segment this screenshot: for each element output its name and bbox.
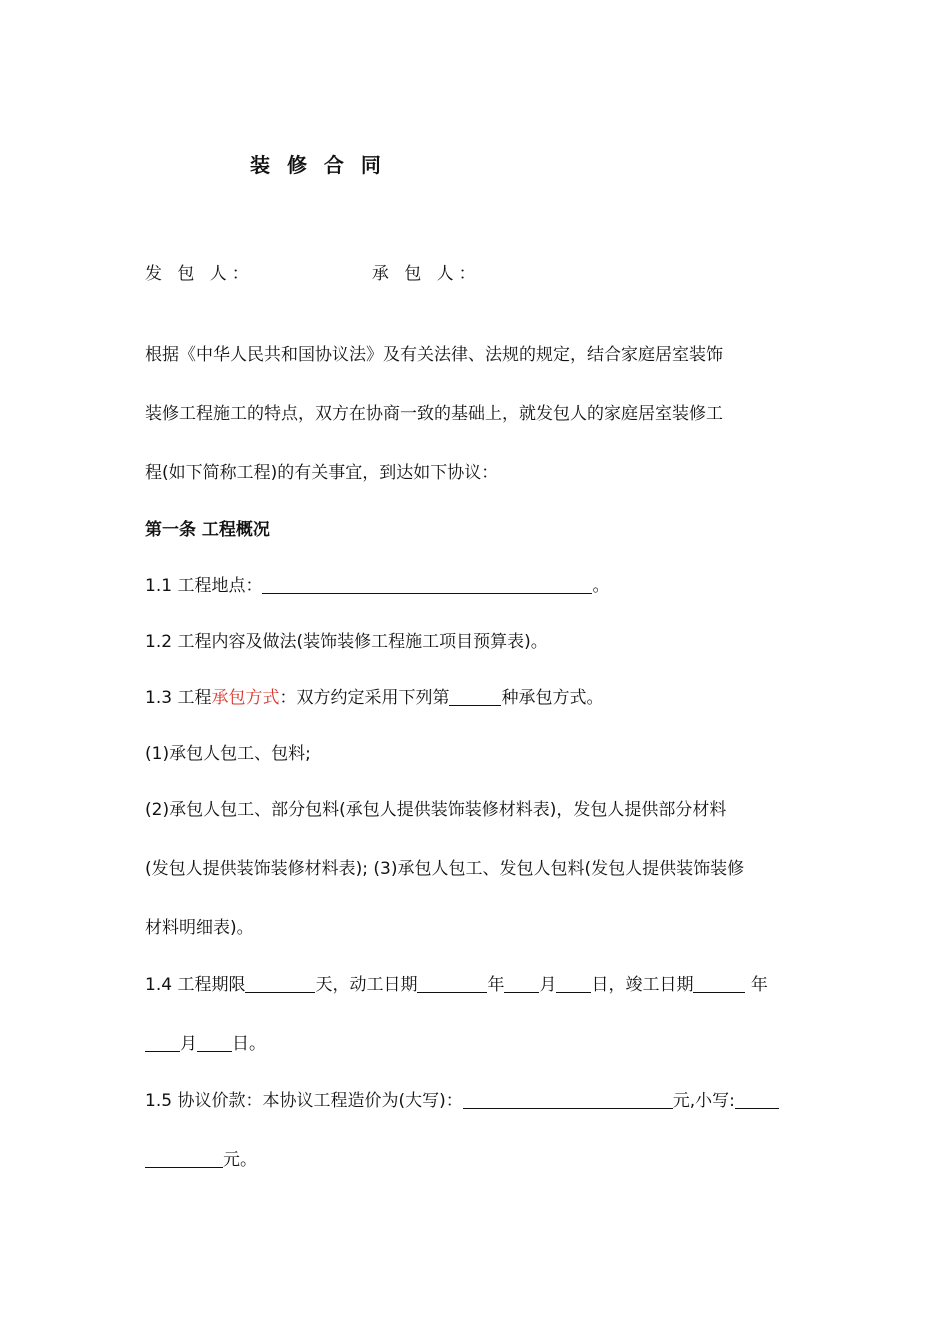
option-1: (1)承包人包工、包料; (145, 744, 311, 764)
price-lowercase-label: 元,小写: (672, 1091, 735, 1111)
start-month-blank[interactable] (504, 974, 539, 993)
start-year-blank[interactable] (417, 974, 487, 993)
employer-label: 发 包 人： (145, 264, 254, 284)
clause-1-5 (145, 1089, 779, 1113)
start-date-label: 天，动工日期 (315, 975, 418, 995)
option-2-line-3: 材料明细表)。 (145, 918, 254, 938)
intro-line-3: 程(如下简称工程)的有关事宜，到达如下协议： (145, 463, 499, 483)
clause-1-5-label: 1.5 协议价款：本协议工程造价为(大写)： (145, 1091, 463, 1111)
option-2-line-1: (2)承包人包工、部分包料(承包人提供装饰装修材料表)，发包人提供部分材料 (145, 800, 727, 820)
price-uppercase-blank[interactable] (463, 1090, 673, 1109)
clause-1-4 (145, 973, 768, 997)
clause-1-5-cont (145, 1148, 257, 1172)
start-year-unit: 年 (487, 975, 505, 995)
contract-mode-highlight: 承包方式 (211, 688, 280, 708)
parties-line (145, 262, 481, 286)
end-year-unit: 年 (745, 975, 768, 995)
clause-1-3-end: 种承包方式。 (501, 688, 604, 708)
end-month-unit: 月 (180, 1034, 197, 1054)
contractor-label: 承 包 人： (371, 264, 481, 284)
price-unit: 元。 (223, 1150, 257, 1170)
option-2-line-2: (发包人提供装饰装修材料表); (3)承包人包工、发包人包料(发包人提供装饰装修 (145, 859, 745, 879)
clause-1-3-label: 1.3 工程 (145, 688, 212, 708)
price-lowercase-blank-2[interactable] (145, 1149, 223, 1168)
article-1-heading: 第一条 工程概况 (145, 520, 270, 540)
price-lowercase-blank-1[interactable] (735, 1090, 779, 1109)
intro-line-1: 根据《中华人民共和国协议法》及有关法律、法规的规定，结合家庭居室装饰 (145, 345, 723, 365)
duration-days-blank[interactable] (245, 974, 315, 993)
clause-1-1-end: 。 (592, 576, 610, 596)
clause-1-3 (145, 686, 603, 710)
end-day-blank[interactable] (197, 1033, 232, 1052)
clause-1-1-label: 1.1 工程地点： (145, 576, 263, 596)
clause-1-3-text: ：双方约定采用下列第 (279, 688, 450, 708)
document-title: 装 修 合 同 (250, 153, 386, 177)
clause-1-4-cont (145, 1032, 266, 1056)
location-blank[interactable] (262, 575, 592, 594)
clause-1-1 (145, 574, 609, 598)
start-month-unit: 月 (539, 975, 557, 995)
end-month-blank[interactable] (145, 1033, 180, 1052)
clause-1-2: 1.2 工程内容及做法(装饰装修工程施工项目预算表)。 (145, 632, 548, 652)
end-date-label: 日，竣工日期 (591, 975, 694, 995)
start-day-blank[interactable] (556, 974, 591, 993)
end-day-unit: 日。 (232, 1034, 266, 1054)
mode-number-blank[interactable] (449, 687, 501, 706)
clause-1-4-label: 1.4 工程期限 (145, 975, 246, 995)
end-year-blank[interactable] (693, 974, 745, 993)
intro-line-2: 装修工程施工的特点，双方在协商一致的基础上，就发包人的家庭居室装修工 (145, 404, 723, 424)
